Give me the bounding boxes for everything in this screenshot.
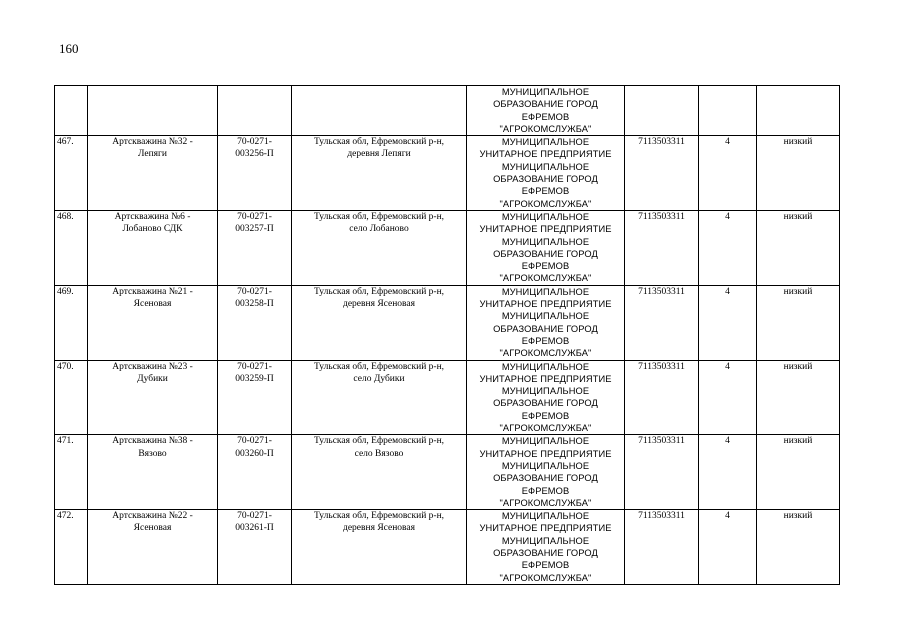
cell-name — [88, 86, 218, 136]
cell-org — [467, 210, 625, 285]
cell-num: 472. — [55, 510, 88, 585]
cell-code-line: 003260-П — [235, 448, 274, 459]
cell-address-line: село Вязово — [354, 448, 404, 459]
cell-org-line: "АГРОКОМСЛУЖБА" — [499, 497, 592, 508]
cell-org-line: ОБРАЗОВАНИЕ ГОРОД — [493, 174, 598, 185]
cell-address — [292, 285, 467, 360]
cell-name-line: Ясеновая — [133, 299, 172, 310]
cell-code — [218, 86, 292, 136]
cell-category: 4 — [699, 510, 757, 585]
cell-address-line: деревня Ясеновая — [343, 299, 415, 310]
cell-org-line: ЕФРЕМОВ — [521, 410, 570, 421]
cell-risk — [757, 86, 840, 136]
cell-org-line: ОБРАЗОВАНИЕ ГОРОД — [493, 398, 598, 409]
cell-code — [218, 510, 292, 585]
cell-name-line: Артскважина №22 - — [112, 511, 193, 522]
cell-inn: 7113503311 — [625, 360, 699, 435]
cell-name — [88, 136, 218, 211]
cell-inn — [625, 86, 699, 136]
cell-org-line: УНИТАРНОЕ ПРЕДПРИЯТИЕ — [479, 149, 612, 160]
cell-org-line: ОБРАЗОВАНИЕ ГОРОД — [493, 547, 598, 558]
cell-name — [88, 435, 218, 510]
cell-risk: низкий — [757, 510, 840, 585]
cell-address-line: Тульская обл, Ефремовский р-н, — [313, 286, 445, 297]
cell-risk: низкий — [757, 285, 840, 360]
cell-category: 4 — [699, 435, 757, 510]
cell-org-line: ЕФРЕМОВ — [521, 560, 570, 571]
cell-code-line: 70-0271- — [237, 511, 272, 522]
cell-inn: 7113503311 — [625, 136, 699, 211]
cell-org-line: ЕФРЕМОВ — [521, 186, 570, 197]
cell-org-line: МУНИЦИПАЛЬНОЕ — [501, 436, 590, 447]
cell-code-line: 003261-П — [235, 523, 274, 534]
cell-code-line: 70-0271- — [237, 286, 272, 297]
cell-name — [88, 510, 218, 585]
cell-address-line: деревня Лепяги — [347, 149, 411, 160]
cell-org-line: МУНИЦИПАЛЬНОЕ — [501, 361, 590, 372]
table-row — [55, 285, 840, 360]
cell-org — [467, 285, 625, 360]
cell-org-line: УНИТАРНОЕ ПРЕДПРИЯТИЕ — [479, 373, 612, 384]
cell-name-line: Лобаново СДК — [122, 224, 183, 235]
cell-address — [292, 360, 467, 435]
registry-table — [54, 85, 840, 585]
cell-name — [88, 210, 218, 285]
cell-name — [88, 285, 218, 360]
cell-org-line: МУНИЦИПАЛЬНОЕ — [501, 535, 590, 546]
org-line: "АГРОКОМСЛУЖБА" — [499, 123, 592, 134]
cell-address-line: Тульская обл, Ефремовский р-н, — [313, 137, 445, 148]
cell-org-line: МУНИЦИПАЛЬНОЕ — [501, 386, 590, 397]
org-line: ОБРАЗОВАНИЕ ГОРОД — [493, 99, 598, 110]
cell-address — [292, 210, 467, 285]
cell-risk: низкий — [757, 136, 840, 211]
cell-address-line: деревня Ясеновая — [343, 523, 415, 534]
org-line: ЕФРЕМОВ — [521, 111, 570, 122]
cell-org-line: ЕФРЕМОВ — [521, 261, 570, 272]
cell-org-line: "АГРОКОМСЛУЖБА" — [499, 423, 592, 434]
cell-org-line: ЕФРЕМОВ — [521, 485, 570, 496]
cell-name-line: Артскважина №21 - — [112, 286, 193, 297]
cell-org-line: ЕФРЕМОВ — [521, 335, 570, 346]
cell-address-line: Тульская обл, Ефремовский р-н, — [313, 511, 445, 522]
cell-org-line: МУНИЦИПАЛЬНОЕ — [501, 211, 590, 222]
cell-org-line: УНИТАРНОЕ ПРЕДПРИЯТИЕ — [479, 224, 612, 235]
cell-org — [467, 86, 625, 136]
cell-org-line: УНИТАРНОЕ ПРЕДПРИЯТИЕ — [479, 448, 612, 459]
cell-code — [218, 136, 292, 211]
cell-code-line: 70-0271- — [237, 137, 272, 148]
cell-code — [218, 435, 292, 510]
cell-name-line: Артскважина №23 - — [112, 361, 193, 372]
cell-num: 471. — [55, 435, 88, 510]
cell-inn: 7113503311 — [625, 435, 699, 510]
cell-org-line: МУНИЦИПАЛЬНОЕ — [501, 311, 590, 322]
cell-address-line: Тульская обл, Ефремовский р-н, — [313, 361, 445, 372]
cell-org — [467, 136, 625, 211]
cell-org-line: УНИТАРНОЕ ПРЕДПРИЯТИЕ — [479, 523, 612, 534]
cell-category: 4 — [699, 285, 757, 360]
cell-category: 4 — [699, 136, 757, 211]
cell-code-line: 003257-П — [235, 224, 274, 235]
cell-code-line: 70-0271- — [237, 436, 272, 447]
cell-code — [218, 210, 292, 285]
org-line: МУНИЦИПАЛЬНОЕ — [501, 87, 590, 97]
cell-name-line: Артскважина №32 - — [112, 137, 193, 148]
cell-name — [88, 360, 218, 435]
cell-name-line: Лепяги — [137, 149, 168, 160]
cell-address-line: село Лобаново — [349, 224, 409, 235]
cell-org — [467, 435, 625, 510]
cell-address — [292, 86, 467, 136]
cell-org-line: "АГРОКОМСЛУЖБА" — [499, 572, 592, 583]
cell-code-line: 003256-П — [235, 149, 274, 160]
cell-name-line: Ясеновая — [133, 523, 172, 534]
table-row — [55, 210, 840, 285]
cell-num: 468. — [55, 210, 88, 285]
table-row — [55, 360, 840, 435]
cell-name-line: Дубики — [137, 373, 168, 384]
table-row — [55, 435, 840, 510]
cell-inn: 7113503311 — [625, 510, 699, 585]
cell-num: 469. — [55, 285, 88, 360]
cell-name-line: Артскважина №6 - — [114, 211, 191, 222]
cell-org-line: УНИТАРНОЕ ПРЕДПРИЯТИЕ — [479, 299, 612, 310]
cell-address — [292, 435, 467, 510]
cell-category: 4 — [699, 210, 757, 285]
cell-risk: низкий — [757, 210, 840, 285]
cell-num: 470. — [55, 360, 88, 435]
cell-org-line: МУНИЦИПАЛЬНОЕ — [501, 161, 590, 172]
cell-risk: низкий — [757, 435, 840, 510]
cell-address — [292, 510, 467, 585]
cell-inn: 7113503311 — [625, 285, 699, 360]
cell-org — [467, 510, 625, 585]
cell-num: 467. — [55, 136, 88, 211]
cell-address-line: Тульская обл, Ефремовский р-н, — [313, 436, 445, 447]
cell-inn: 7113503311 — [625, 210, 699, 285]
cell-code-line: 003259-П — [235, 373, 274, 384]
cell-code-line: 70-0271- — [237, 361, 272, 372]
continued-row — [55, 86, 840, 136]
cell-code — [218, 285, 292, 360]
cell-org-line: МУНИЦИПАЛЬНОЕ — [501, 511, 590, 522]
cell-category: 4 — [699, 360, 757, 435]
cell-org-line: МУНИЦИПАЛЬНОЕ — [501, 286, 590, 297]
cell-code — [218, 360, 292, 435]
cell-org-line: МУНИЦИПАЛЬНОЕ — [501, 236, 590, 247]
cell-org-line: "АГРОКОМСЛУЖБА" — [499, 273, 592, 284]
page-number: 160 — [59, 41, 79, 56]
cell-org-line: "АГРОКОМСЛУЖБА" — [499, 348, 592, 359]
cell-category — [699, 86, 757, 136]
cell-name-line: Артскважина №38 - — [112, 436, 193, 447]
cell-address — [292, 136, 467, 211]
cell-org — [467, 360, 625, 435]
cell-address-line: село Дубики — [353, 373, 405, 384]
cell-org-line: МУНИЦИПАЛЬНОЕ — [501, 460, 590, 471]
cell-code-line: 003258-П — [235, 299, 274, 310]
cell-org-line: ОБРАЗОВАНИЕ ГОРОД — [493, 248, 598, 259]
cell-code-line: 70-0271- — [237, 211, 272, 222]
cell-risk: низкий — [757, 360, 840, 435]
cell-name-line: Вязово — [138, 448, 167, 459]
table-row — [55, 510, 840, 585]
cell-org-line: ОБРАЗОВАНИЕ ГОРОД — [493, 323, 598, 334]
cell-num — [55, 86, 88, 136]
cell-org-line: "АГРОКОМСЛУЖБА" — [499, 198, 592, 209]
table-body — [55, 86, 840, 585]
table-row — [55, 136, 840, 211]
cell-org-line: МУНИЦИПАЛЬНОЕ — [501, 137, 590, 148]
cell-address-line: Тульская обл, Ефремовский р-н, — [313, 211, 445, 222]
cell-org-line: ОБРАЗОВАНИЕ ГОРОД — [493, 473, 598, 484]
